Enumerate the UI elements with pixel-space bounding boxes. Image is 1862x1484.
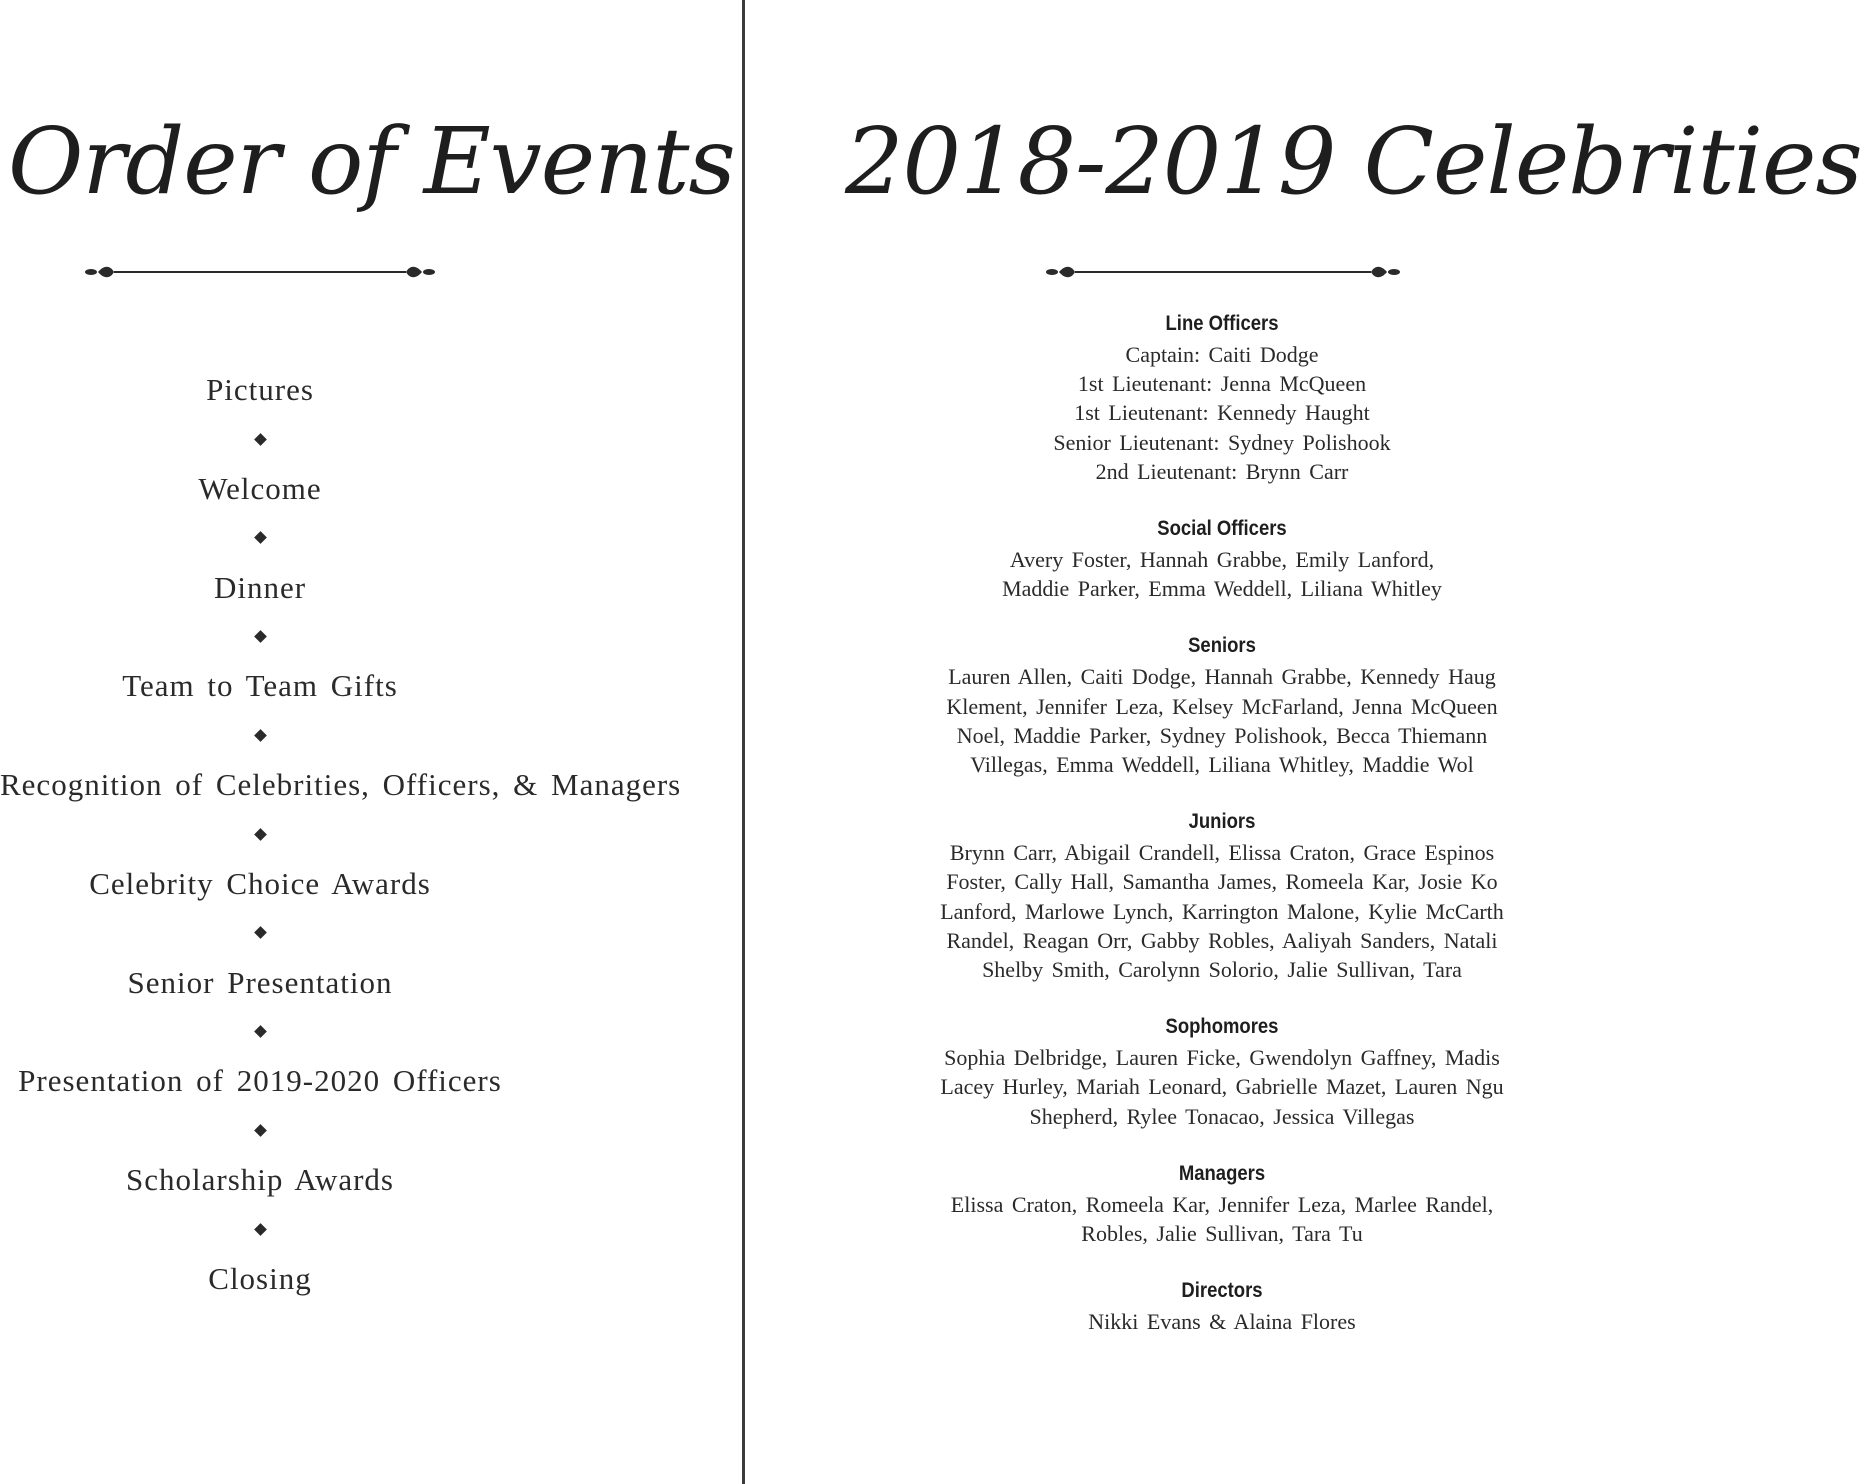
event-item: Dinner [213, 569, 307, 605]
roster-section [745, 1275, 1699, 1336]
diamond-separator-icon [0, 513, 520, 562]
roster-line: Klement, Jennifer Leza, Kelsey McFarland, Jenna McQueen [946, 693, 1498, 719]
event-item: Presentation of 2019-2020 Officers [18, 1063, 502, 1099]
diamond-separator-icon [0, 1205, 520, 1254]
diamond-separator-icon [0, 810, 520, 859]
section-heading: Juniors [1188, 810, 1256, 834]
diamond-separator-icon [0, 1007, 520, 1056]
order-of-events-title: Order of Events [8, 108, 735, 215]
roster-line: Villegas, Emma Weddell, Liliana Whitley, Maddie Wol [970, 752, 1474, 778]
roster-section [745, 806, 1699, 984]
roster-section [745, 308, 1699, 486]
diamond-separator-icon [0, 612, 520, 661]
diamond-separator-icon [0, 711, 520, 760]
flourish-divider-icon [1045, 262, 1401, 282]
roster-line: Nikki Evans & Alaina Flores [1088, 1309, 1356, 1335]
roster-line: Randel, Reagan Orr, Gabby Robles, Aaliyah Sanders, Natali [946, 927, 1498, 953]
section-heading: Line Officers [1165, 312, 1279, 335]
roster-line: Lacey Hurley, Mariah Leonard, Gabrielle Mazet, Lauren Ngu [940, 1074, 1504, 1100]
roster-line: Maddie Parker, Emma Weddell, Liliana Whitley [1002, 576, 1442, 602]
roster-line: Noel, Maddie Parker, Sydney Polishook, Becca Thiemann [956, 722, 1488, 748]
order-of-events-page [0, 0, 742, 1484]
events-list [0, 365, 682, 1303]
section-heading: Seniors [1188, 634, 1256, 658]
roster-line: Shelby Smith, Carolynn Solorio, Jalie Sullivan, Tara [982, 957, 1462, 983]
event-item: Team to Team Gifts [122, 668, 398, 704]
roster-line: 2nd Lieutenant: Brynn Carr [1095, 458, 1349, 484]
roster-section [745, 630, 1699, 779]
roster-line: Avery Foster, Hannah Grabbe, Emily Lanford, [1009, 547, 1435, 573]
roster-line: 1st Lieutenant: Kennedy Haught [1074, 400, 1370, 426]
celebrities-title: 2018-2019 Celebrities [845, 108, 1862, 215]
diamond-separator-icon [0, 414, 520, 463]
diamond-separator-icon [0, 908, 520, 957]
section-heading: Managers [1178, 1161, 1266, 1185]
roster-line: Elissa Craton, Romeela Kar, Jennifer Leza, Marlee Randel, [950, 1191, 1494, 1217]
roster-line: 1st Lieutenant: Jenna McQueen [1077, 371, 1367, 397]
roster-line: Foster, Cally Hall, Samantha James, Romeela Kar, Josie Ko [946, 869, 1498, 895]
section-heading: Social Officers [1157, 517, 1287, 541]
roster-section [745, 513, 1699, 603]
roster-line: Lauren Allen, Caiti Dodge, Hannah Grabbe, Kennedy Haug [948, 664, 1496, 690]
roster [745, 308, 1699, 1363]
event-item: Senior Presentation [127, 964, 393, 1000]
event-item: Welcome [198, 470, 322, 506]
event-item: Recognition of Celebrities, Officers, & Managers [0, 767, 682, 803]
event-item: Scholarship Awards [126, 1162, 394, 1198]
roster-line: Captain: Caiti Dodge [1125, 342, 1319, 367]
section-heading: Sophomores [1165, 1015, 1279, 1039]
event-item: Celebrity Choice Awards [89, 865, 431, 901]
diamond-separator-icon [0, 1106, 520, 1155]
roster-line: Robles, Jalie Sullivan, Tara Tu [1081, 1221, 1363, 1247]
event-item: Pictures [206, 372, 314, 407]
section-heading: Directors [1181, 1279, 1263, 1303]
flourish-divider-icon [84, 262, 436, 282]
roster-line: Brynn Carr, Abigail Crandell, Elissa Craton, Grace Espinos [949, 840, 1495, 866]
roster-line: Senior Lieutenant: Sydney Polishook [1053, 429, 1391, 455]
roster-section [745, 1011, 1699, 1131]
event-item: Closing [208, 1261, 312, 1297]
roster-section [745, 1158, 1699, 1248]
roster-line: Sophia Delbridge, Lauren Ficke, Gwendolyn Gaffney, Madis [944, 1045, 1500, 1071]
celebrities-page [745, 0, 1862, 1484]
roster-line: Shepherd, Rylee Tonacao, Jessica Villegas [1029, 1103, 1415, 1129]
roster-line: Lanford, Marlowe Lynch, Karrington Malone, Kylie McCarth [940, 898, 1504, 924]
